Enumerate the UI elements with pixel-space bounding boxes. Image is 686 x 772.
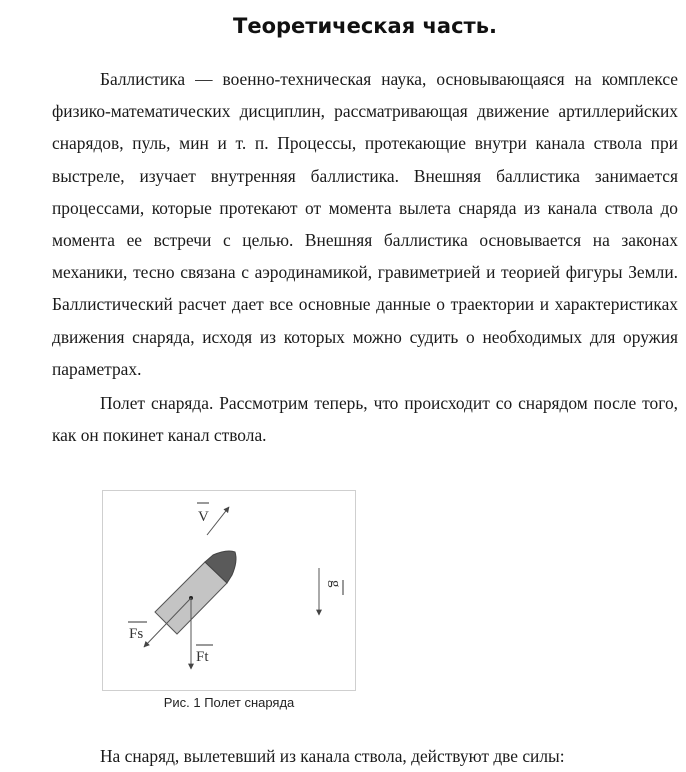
velocity-arrow (207, 507, 229, 535)
projectile-shell (155, 551, 236, 634)
projectile-diagram (103, 491, 357, 692)
paragraph-forces: На снаряд, вылетевший из канала ствола, действуют две силы: (100, 746, 565, 766)
page-title: Теоретическая часть. (233, 14, 497, 38)
figure-caption: Рис. 1 Полет снаряда (163, 695, 295, 710)
gravity-force-label: Ft (196, 649, 209, 665)
velocity-label: V (198, 509, 209, 525)
paragraph-projectile-flight: Полет снаряда. Рассмотрим теперь, что происходит со снарядом после того, как он покинет канал ствола. (52, 393, 678, 446)
paragraph-ballistics: Баллистика — военно-техническая наука, основывающаяся на комплексе физико-математических дисциплин, рассматривающая движение артиллерийских снарядов, пуль, мин и т. п. Процессы, протекающие внутри канала ствола при выстреле, изучает внутренняя баллистика. Внешняя баллистика занимается процессами, которые протекают от момента вылета снаряда из канала ствола до момента ее встречи с целью. Внешняя баллистика основывается на законах механики, тесно связана с аэродинамикой, гравиметрией и теорией фигуры Земли. Баллистический расчет дает все основные данные о траектории и характеристиках движения снаряда, исходя из которых можно судить о необходимых для оружия параметрах. (52, 69, 678, 379)
drag-force-label: Fs (129, 626, 144, 642)
projectile-figure (102, 490, 356, 691)
gravity-accel-label: g (327, 580, 343, 588)
